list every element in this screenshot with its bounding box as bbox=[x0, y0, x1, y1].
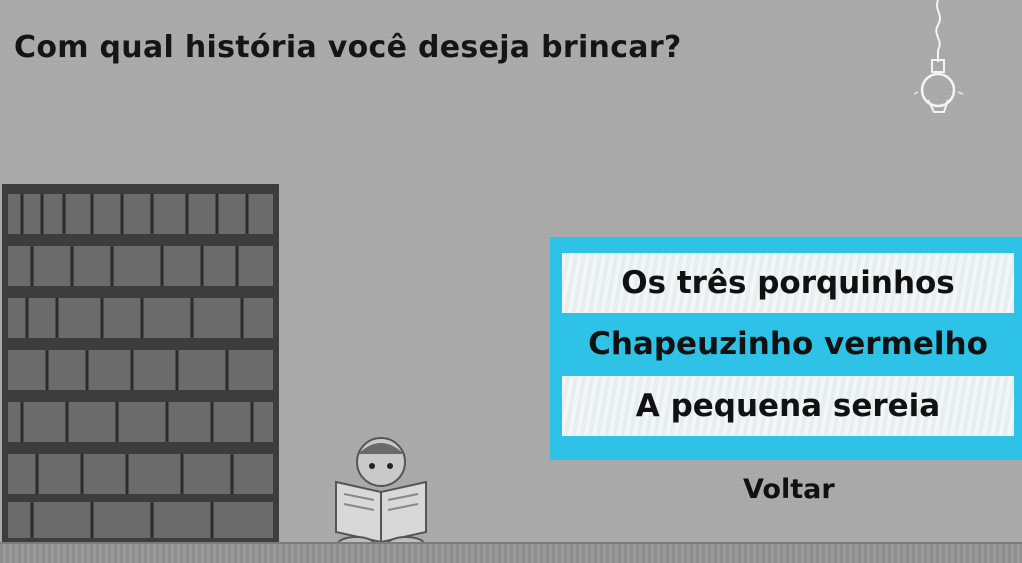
story-option-pequena-sereia[interactable]: A pequena sereia bbox=[562, 376, 1014, 436]
story-option-chapeuzinho-vermelho[interactable]: Chapeuzinho vermelho bbox=[588, 326, 988, 362]
story-menu bbox=[550, 237, 1022, 460]
floor bbox=[0, 542, 1022, 563]
back-button[interactable]: Voltar bbox=[743, 474, 835, 505]
light-bulb-icon bbox=[914, 0, 964, 120]
bookshelf-image bbox=[2, 184, 279, 542]
child-reading-illustration bbox=[326, 432, 436, 552]
story-option-tres-porquinhos[interactable]: Os três porquinhos bbox=[562, 253, 1014, 313]
page-title: Com qual história você deseja brincar? bbox=[14, 30, 682, 65]
